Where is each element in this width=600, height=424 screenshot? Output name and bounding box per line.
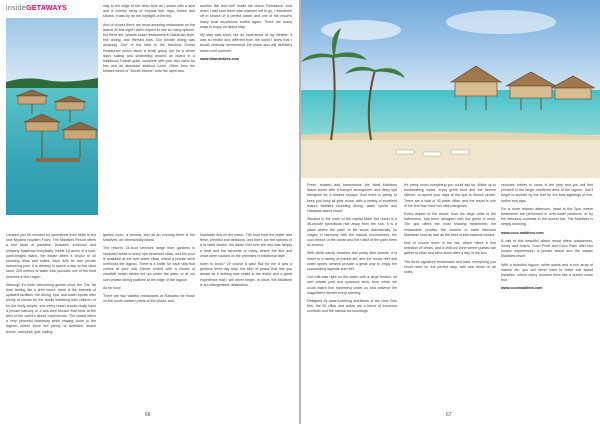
left-page	[0, 0, 299, 424]
paragraph: ventures further to come in the jetty and you will find yourself in the larger sheltered area of the lagoon. Don't forget to snorkel by the reef for the best sightings of fish, turtles and rays.	[501, 183, 593, 203]
paragraph: Keen to book? Of course it was! But for me it was a glorious three-day stay: the kind of peace that lets you dream as if nothing else exists in the world, and a great experience that I will never forget. In short, the Maldives is an unforgettable destination.	[200, 262, 292, 287]
paragraph: way to the edge of the deep blue as I swam with a seal and a colorful array of tropical fish, rays, turtles and sharks. It was by far the highlight of the trip.	[103, 4, 195, 19]
beach-resort-photo	[301, 0, 600, 178]
left-bottom-column-1	[6, 233, 96, 338]
website-link[interactable]: www.cocomaldives.com	[501, 286, 543, 291]
paragraph: Located just 90 minutes by speedboat from Male is the new Niyama Huvafen Fushi. The Maldives Resort offers a true taste of paradise: beautiful, luxurious and uniquely Maldivian hospitality. Inside 16 acres of a lush, palm-fringed island, the estate offers a choice of 40 stunning villas and suites, each with its own private swimming pool. It is dreamy to spend a day on the clear sand, 200 metres of water that provides one of the best beaches in the region.	[6, 233, 96, 279]
left-bottom-column-2	[103, 233, 195, 307]
paragraph: There are two tasteful restaurants at Rahadhu for those on the south-western parts of the island, and	[103, 294, 195, 304]
paragraph: My stay was short, but an experience of my lifetime: it was so restful and different from the world I knew that I would certainly recommend the place and will definitely return next summer.	[200, 33, 292, 53]
page-number: 67	[446, 412, 452, 418]
page-number: 66	[145, 412, 151, 418]
paragraph: And of course there are more amazing restaurants on the island! At first sight I didn't expect to see so many options, but there are. Islands boast restaurants in Maldivian style, fine dining, and themed bars. Our private dining was amazing. One of the best is the fabulous Ocean Restaurant which takes a small group out for a whole day's sailing and snorkelling around an island in a traditional Turkish gulet, complete with your own cabin for two and an abundant seafood lunch. Other from the brilliant views of "Monte Marine" onto the open sea.	[103, 22, 195, 74]
paragraph: With white sandy beaches and pretty little islands, it is home to a variety of marine life, and the house reef and water sports centres provide a great way to enjoy the surrounding lagoons and reef.	[307, 251, 397, 272]
paragraph: Situated in the north of the capital Male, the resort is a 45-minute speedboat ride away from the hub. It is a place where the pace of life slows dramatically. Its lodges in harmony with the natural environment, the cool breeze of the ocean and the rustle of the palm trees all around.	[307, 217, 397, 248]
paragraph: Designed by award-winning architects of the New York firm, the 50 villas and suites are a blend of luxurious comforts and the natural surroundings.	[307, 299, 397, 314]
paragraph: games room, a cinema, and as an evening there is the Maldives, an otherworldly island.	[103, 233, 195, 243]
website-link[interactable]: www.vilamaldives.com	[200, 56, 240, 61]
paragraph: The resort's 24-hour services range from gardens in secluded areas to shiny spa treatment villas, and the pool is available at the over-water villas, where a private deck overlooks the lagoon. There is a butler for each villa that comes at your call. Dinner ended with a choice of candlelit beach tables set out under the stars, or at our own private dining platform at the edge of the lagoon.	[103, 246, 195, 282]
paragraph: Every aspect of the resort, from the large villas to the bathrooms, has been designed with the guest in mind. The spa offers the most relaxing treatments; the restaurants provide the chance to taste fabulous Maldivian food as well as the best of international cuisine.	[404, 212, 496, 237]
section-header-small: inside	[6, 5, 27, 12]
paragraph: Maldivian fish on the menu. The food from the buffet was fresh, plentiful and delicious, and there are the options of a la carte dishes: the Asian Grill over the sea was simply a treat and the favourite of many, where the fish and chips were cooked on the premises in traditional style.	[200, 233, 292, 258]
paragraph: And of course there is the bar, which offers a fine selection of drinks, and a chill-out zone where guests can gather to relax and wind down after a day in the sun.	[404, 241, 496, 256]
paragraph: As for food:	[103, 285, 122, 290]
section-header	[6, 5, 67, 12]
right-page	[301, 0, 600, 424]
right-column-2	[404, 183, 496, 278]
beach-resort-illustration	[301, 0, 600, 178]
left-bottom-column-3	[200, 233, 292, 291]
paragraph: For a more relaxed afternoon, head to the Spa, where treatments are performed in over-water pavilions, or try the delicious cocktails in the sunset bar. The Maldives is simply stunning.	[501, 206, 593, 227]
right-column-3	[501, 183, 593, 295]
paragraph: another fish and chill" made me check: Reminisce. Just when I was sure there was nowhere left to go, I wandered off in search of a perfect watch and one of the resort's many boat excursions ended again. There are many ways to enjoy an island stay.	[200, 4, 292, 29]
paragraph: Although it's been welcoming guests since the 70s, far from feeling like a tired resort, there is the freshest of updated facilities: the dining, spa, and water sports offer plenty of choice for the family travelling with children or for the lively couple, and every resort should really have a private balcony or a sea-view terrace that hints at the best of the world's island experiences. The island offers a very peaceful hideaway while staying close to the lagoon, where there are plenty of activities, beach tennis, volleyball, golf, sailing.	[6, 282, 96, 334]
website-link[interactable]: www.coco-maldives.com	[501, 230, 544, 235]
paragraph: The three signature restaurants and bars: everything you could need for the perfect stay, with sea views on all sides.	[404, 259, 496, 275]
paragraph: It's pretty much everything you could ask for. Wake up to breathtaking views, enjoy great food and the serene silence, or spend your days at the spa or fitness centre. There are a total of 35 water villas, and the resort is one of the few that have two villa categories.	[404, 183, 496, 208]
paragraph: A visit to this beautiful island resort offers uniqueness, luxury and charm. Coco Privé and Coco Palm offer two unique experiences: a private island and the classic Maldives resort.	[501, 238, 593, 259]
paragraph: Fresh, relaxed and harmonious, the ideal Maldives island resort with a tranquil atmosphere and deep spa therapies for a blissful escape. And there is plenty to keep you busy all year round, with a variety of excellent leisure facilities including diving, water sports and Hawaiian island resort.	[307, 183, 397, 214]
overwater-villas-photo	[6, 18, 98, 215]
right-column-1	[307, 183, 397, 318]
paragraph: Our villa was right on the water with a large terrace, its own private pool and spacious deck, from which we could watch fish swimming under us and observe the magnificent sunset every evening.	[307, 275, 397, 295]
left-top-column-1	[103, 4, 195, 78]
left-top-column-2	[200, 4, 292, 65]
section-header-big: GETAWAYS	[26, 5, 68, 12]
paragraph: With a beautiful lagoon, white sands and a rich array of marine life, you will never want to leave this island paradise, where every moment feels like a dream come true.	[501, 262, 593, 283]
overwater-villas-illustration	[6, 18, 98, 215]
